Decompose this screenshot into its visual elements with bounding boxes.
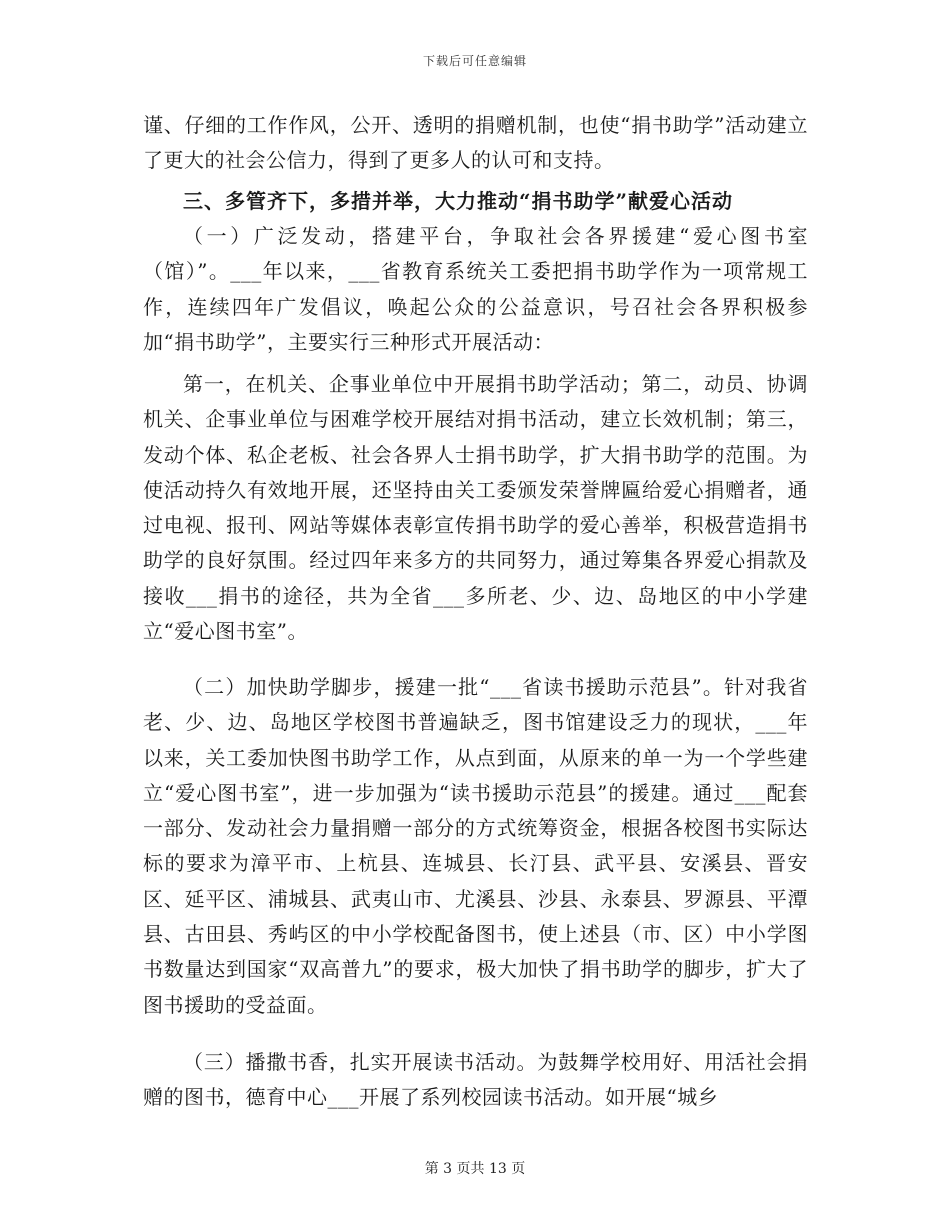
body-paragraph-1 [143, 108, 808, 179]
page-header: 下载后可任意编辑 [422, 54, 527, 68]
paragraph-text: 第一，在机关、企事业单位中开展捐书助学活动；第二，动员、协调机关、企事业单位与困难学校开展结对捐书活动，建立长效机制；第三，发动个体、私企老板、社会各界人士捐书助学，扩大捐书助学的范围。为使活动持久有效地开展，还坚持由关工委颁发荣誉牌匾给爱心捐赠者，通过电视、报刊、网站等媒体表彰宣传捐书助学的爱心善举，积极营造捐书助学的良好氛围。经过四年来多方的共同努力，通过筹集各界爱心捐款及接收___捐书的途径，共为全省___多所老、少、边、岛地区的中小学建立“爱心图书室”。 [143, 372, 808, 644]
body-paragraph-5 [143, 1045, 808, 1116]
section-heading-3 [143, 184, 808, 219]
paragraph-text: （一）广泛发动，搭建平台，争取社会各界援建“爱心图书室（馆）”。___年以来，___省教育系统关工委把捐书助学作为一项常规工作，连续四年广发倡议，唤起公众的公益意识，号召社会各界积极参加“捐书助学”，主要实行三种形式开展活动： [143, 224, 808, 354]
body-paragraph-3 [143, 367, 808, 649]
paragraph-text: （三）播撒书香，扎实开展读书活动。为鼓舞学校用好、用活社会捐赠的图书，德育中心___开展了系列校园读书活动。如开展“城乡 [143, 1050, 808, 1110]
body-paragraph-4 [143, 670, 808, 1023]
section-heading-text: 三、多管齐下，多措并举，大力推动“捐书助学”献爱心活动 [183, 189, 734, 213]
paragraph-text: （二）加快助学脚步，援建一批“___省读书援助示范县”。针对我省老、少、边、岛地区学校图书普遍缺乏，图书馆建设乏力的现状，___年以来，关工委加快图书助学工作，从点到面，从原来的单一为一个学些建立“爱心图书室”，进一步加强为“读书援助示范县”的援建。通过___配套一部分、发动社会力量捐赠一部分的方式统筹资金，根据各校图书实际达标的要求为漳平市、上杭县、连城县、长汀县、武平县、安溪县、晋安区、延平区、浦城县、武夷山市、尤溪县、沙县、永泰县、罗源县、平潭县、古田县、秀屿区的中小学校配备图书，使上述县（市、区）中小学图书数量达到国家“双高普九”的要求，极大加快了捐书助学的脚步，扩大了图书援助的受益面。 [143, 675, 808, 1017]
paragraph-text: 谨、仔细的工作作风，公开、透明的捐赠机制，也使“捐书助学”活动建立了更大的社会公信力，得到了更多人的认可和支持。 [143, 113, 808, 173]
body-paragraph-2 [143, 219, 808, 360]
page-footer: 第 3 页共 13 页 [424, 1161, 526, 1177]
